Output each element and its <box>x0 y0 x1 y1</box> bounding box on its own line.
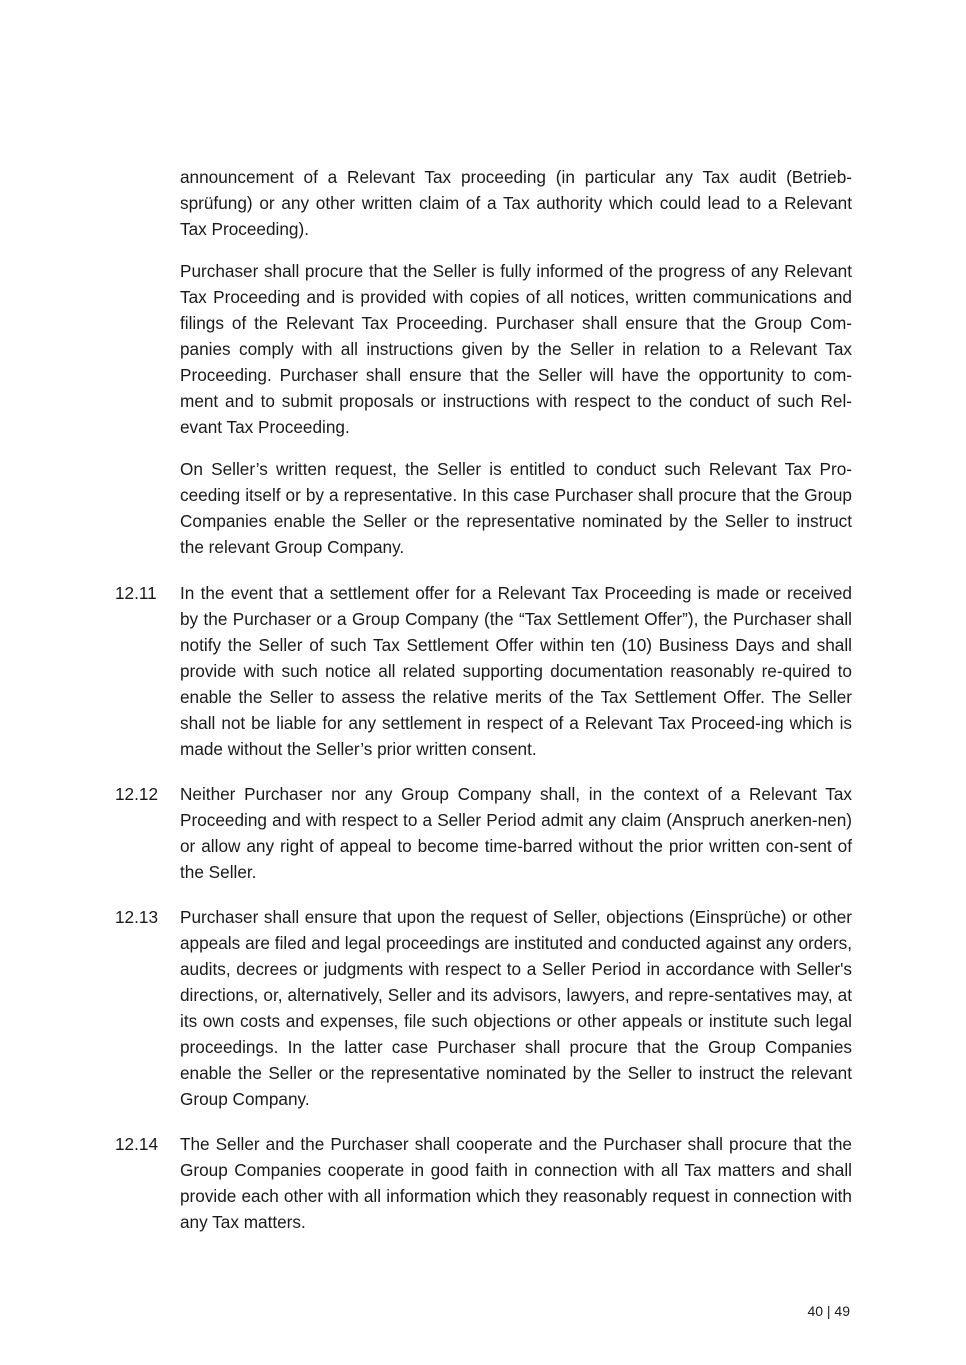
paragraph-tax-proceeding-announcement: announcement of a Relevant Tax proceeding (in particular any Tax audit (Betrieb-sprüfung) or any other written claim of a Tax authority which could lead to a Relevant Tax Proceeding). <box>180 167 852 239</box>
clause-text-12-12: Neither Purchaser nor any Group Company shall, in the context of a Relevant Tax Proceeding and with respect to a Seller Period admit any claim (Anspruch anerken-nen) or allow any right of appeal to become time-barred without the prior written con-sent of the Seller. <box>180 784 852 882</box>
clause-text-12-11: In the event that a settlement offer for a Relevant Tax Proceeding is made or received by the Purchaser or a Group Company (the “Tax Settlement Offer”), the Purchaser shall notify the Seller of such Tax Settlement Offer within ten (10) Business Days and shall provide with such notice all related supporting documentation reasonably re-quired to enable the Seller to assess the relative merits of the Tax Settlement Offer. The Seller shall not be liable for any settlement in respect of a Relevant Tax Proceed-ing which is made without the Seller’s prior written consent. <box>180 583 852 759</box>
paragraph-seller-informed: Purchaser shall procure that the Seller is fully informed of the progress of any Relevant Tax Proceeding and is provided with copies of all notices, written communications and filings of the Relevant Tax Proceeding. Purchaser shall ensure that the Group Com-panies comply with all instructions given by the Seller in relation to a Relevant Tax Proceeding. Purchaser shall ensure that the Seller will have the opportunity to com-ment and to submit proposals or instructions with respect to the conduct of such Rel-evant Tax Proceeding. <box>180 261 852 437</box>
clause-text-12-13: Purchaser shall ensure that upon the request of Seller, objections (Einsprüche) or other appeals are filed and legal proceedings are instituted and conducted against any orders, audits, decrees or judgments with respect to a Seller Period in accordance with Seller's directions, or, alternatively, Seller and its advisors, lawyers, and repre-sentatives may, at its own costs and expenses, file such objections or other appeals or institute such legal proceedings. In the latter case Purchaser shall procure that the Group Companies enable the Seller or the representative nominated by the Seller to instruct the relevant Group Company. <box>180 907 852 1109</box>
clause-number-12-12: 12.12 <box>115 784 159 804</box>
paragraph-seller-conduct-request: On Seller’s written request, the Seller is entitled to conduct such Relevant Tax Pro-ceeding itself or by a representative. In this case Purchaser shall procure that the Group Companies enable the Seller or the representative nominated by the Seller to instruct the relevant Group Company. <box>180 459 852 557</box>
clause-text-12-14: The Seller and the Purchaser shall cooperate and the Purchaser shall procure that the Group Companies cooperate in good faith in connection with all Tax matters and shall provide each other with all information which they reasonably request in connection with any Tax matters. <box>180 1134 852 1232</box>
clause-number-12-11: 12.11 <box>115 583 157 603</box>
clause-number-12-14: 12.14 <box>115 1134 159 1154</box>
clause-number-12-13: 12.13 <box>115 907 159 927</box>
page-number: 40 | 49 <box>807 1303 850 1319</box>
